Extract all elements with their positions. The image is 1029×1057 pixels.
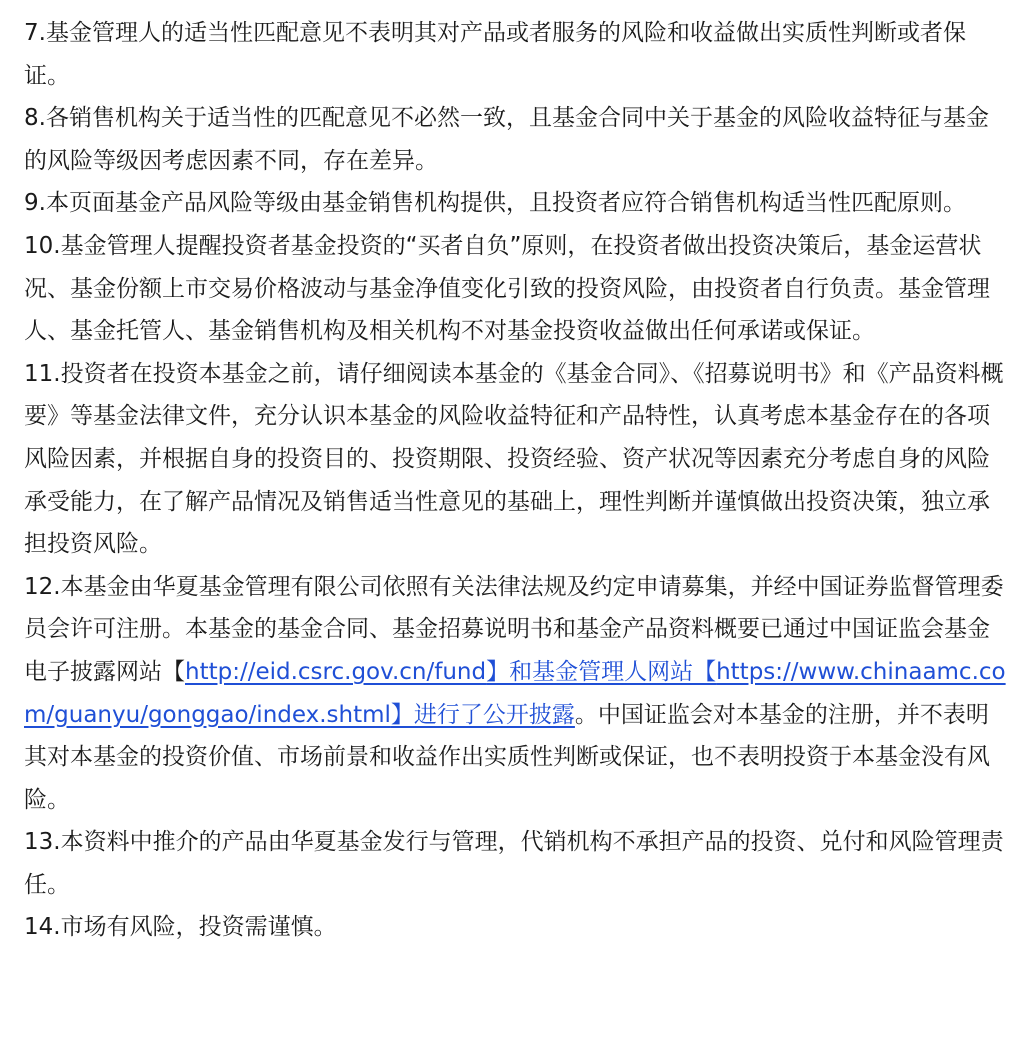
disclaimer-item-13: 13.本资料中推介的产品由华夏基金发行与管理，代销机构不承担产品的投资、兑付和风险管理责任。 (24, 829, 1004, 898)
disclaimer-item-11: 11.投资者在投资本基金之前，请仔细阅读本基金的《基金合同》、《招募说明书》和《产品资料概要》等基金法律文件，充分认识本基金的风险收益特征和产品特性，认真考虑本基金存在的各项风险因素，并根据自身的投资目的、投资期限、投资经验、资产状况等因素充分考虑自身的风险承受能力，在了解产品情况及销售适当性意见的基础上，理性判断并谨慎做出投资决策，独立承担投资风险。 (24, 360, 1004, 558)
chinaamc-gonggao-link-tail[interactable]: 】进行了公开披露 (390, 701, 575, 728)
disclaimer-item-9: 9.本页面基金产品风险等级由基金销售机构提供，且投资者应符合销售机构适当性匹配原则。 (24, 190, 966, 217)
disclaimer-item-12 (24, 566, 1007, 822)
csrc-fund-link-url[interactable]: http://eid.csrc.gov.cn/fund (185, 658, 487, 685)
disclaimer-item-8: 8.各销售机构关于适当性的匹配意见不必然一致，且基金合同中关于基金的风险收益特征与基金的风险等级因考虑因素不同，存在差异。 (24, 105, 989, 174)
disclaimer-item-10: 10.基金管理人提醒投资者基金投资的“买者自负”原则，在投资者做出投资决策后，基金运营状况、基金份额上市交易价格波动与基金净值变化引致的投资风险，由投资者自行负责。基金管理人、基金托管人、基金销售机构及相关机构不对基金投资收益做出任何承诺或保证。 (24, 232, 990, 345)
disclaimer-item-7: 7.基金管理人的适当性匹配意见不表明其对产品或者服务的风险和收益做出实质性判断或者保证。 (24, 20, 966, 89)
disclaimer-item-12-suffix: 。中国证监会对本基金的注册，并不表明其对本基金的投资价值、市场前景和收益作出实质性判断或保证，也不表明投资于本基金没有风险。 (24, 701, 990, 813)
csrc-fund-link-mid[interactable]: 】和基金管理人网站【 (486, 658, 717, 685)
disclaimer-item-14: 14.市场有风险，投资需谨慎。 (24, 914, 337, 941)
chinaamc-gonggao-link-url[interactable]: https://www.chinaamc.com/guanyu/gonggao/index.shtml (24, 658, 1006, 728)
disclaimer-item-12-prefix: 12.本基金由华夏基金管理有限公司依照有关法律法规及约定申请募集，并经中国证券监督管理委员会许可注册。本基金的基金合同、基金招募说明书和基金产品资料概要已通过中国证监会基金电子披露网站【 (24, 573, 1004, 685)
